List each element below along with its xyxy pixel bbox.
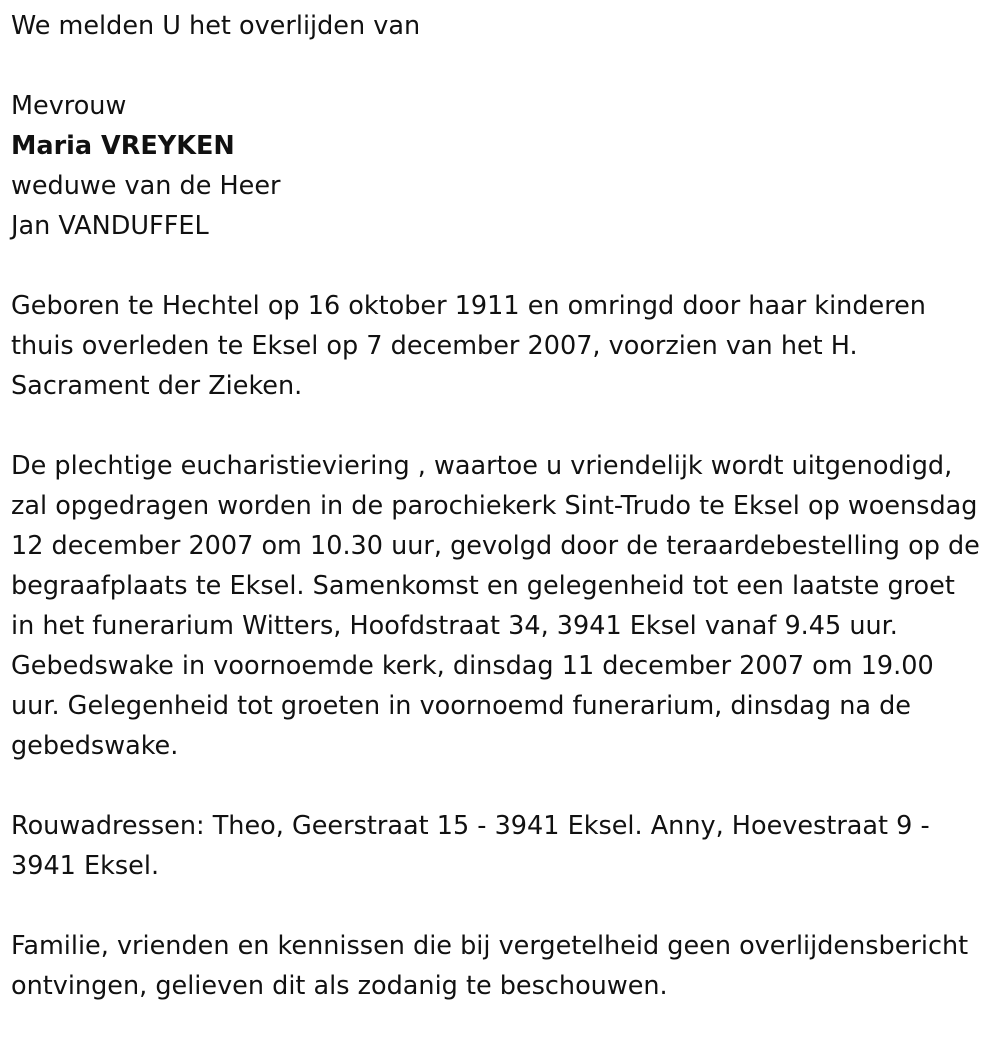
spacer (11, 886, 986, 926)
death-notice (11, 6, 986, 1006)
spacer (11, 406, 986, 446)
intro-text: We melden U het overlijden van (11, 11, 421, 41)
ceremony-paragraph: De plechtige eucharistieviering , waartoe u vriendelijk wordt uitgenodigd, zal opgedragen worden in de parochiekerk Sint-Trudo te Eksel op woensdag 12 december 2007 om 10.30 uur, gevolgd door de teraardebestelling op de begraafplaats te Eksel. Samenkomst en gelegenheid tot een laatste groet in het funerarium Witters, Hoofdstraat 34, 3941 Eksel vanaf 9.45 uur. Gebedswake in voornoemde kerk, dinsdag 11 december 2007 om 19.00 uur. Gelegenheid tot groeten in voornoemd funerarium, dinsdag na de gebedswake. (11, 451, 980, 761)
widow-line: weduwe van de Heer (11, 171, 281, 201)
closing-paragraph: Familie, vrienden en kennissen die bij vergetelheid geen overlijdensbericht ontvingen, gelieven dit als zodanig te beschouwen. (11, 931, 969, 1001)
spacer (11, 46, 986, 86)
birth-death-paragraph: Geboren te Hechtel op 16 oktober 1911 en omringd door haar kinderen thuis overleden te Eksel op 7 december 2007, voorzien van het H. Sacrament der Zieken. (11, 291, 926, 401)
spacer (11, 246, 986, 286)
spacer (11, 766, 986, 806)
addresses-paragraph: Rouwadressen: Theo, Geerstraat 15 - 3941 Eksel. Anny, Hoevestraat 9 - 3941 Eksel. (11, 811, 930, 881)
salutation: Mevrouw (11, 91, 127, 121)
deceased-name: Maria VREYKEN (11, 131, 235, 161)
spouse-name: Jan VANDUFFEL (11, 211, 209, 241)
